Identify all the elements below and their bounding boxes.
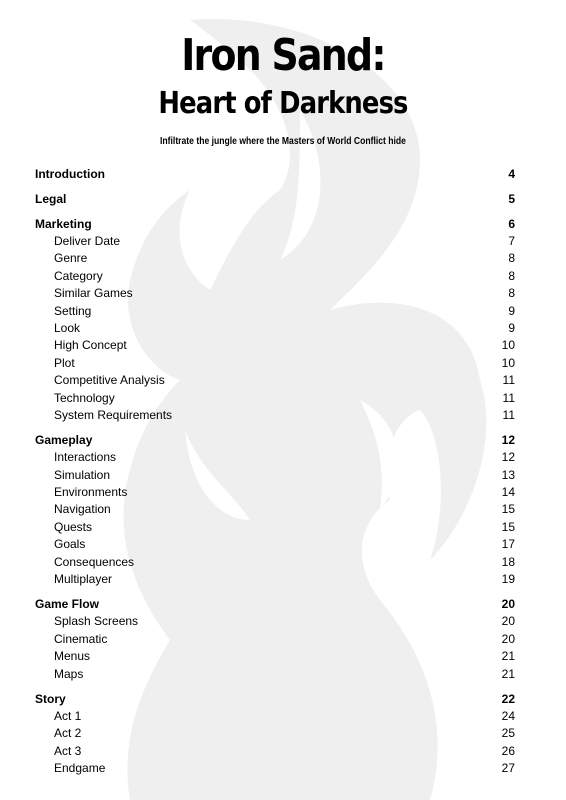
toc-subentry-title: Plot [54,355,75,370]
toc-entry-sub[interactable] [35,536,515,553]
toc-entry-sub[interactable] [35,743,515,760]
toc-subentry-page: 7 [508,234,515,248]
toc-entry-sub[interactable] [35,571,515,588]
toc-subentry-title: Quests [54,519,93,534]
toc-entry-sub[interactable] [35,355,515,372]
toc-entry-sub[interactable] [35,613,515,630]
toc-entry-sub[interactable] [35,631,515,648]
toc-entry-main[interactable] [35,190,515,208]
toc-subentry-page: 14 [501,485,515,500]
toc-entry-sub[interactable] [35,449,515,466]
toc-entry-main[interactable] [35,431,515,449]
toc-entry-sub[interactable] [35,337,515,354]
toc-subentry-title: Multiplayer [54,572,113,587]
toc-subentry-page: 9 [508,320,515,335]
toc-subentry-title: Simulation [54,467,111,482]
toc-subentry-title: Setting [54,303,92,318]
toc-subentry-title: High Concept [54,338,127,353]
toc-subentry-title: Genre [54,251,88,266]
toc-entry-sub[interactable] [35,708,515,725]
toc-subentry-page: 17 [501,537,515,552]
toc-entry-page: 12 [501,433,515,448]
toc-entry-title: Introduction [35,167,105,181]
toc-subentry-title: Look [54,320,81,335]
toc-entry-sub[interactable] [35,484,515,501]
toc-subentry-page: 20 [501,631,515,646]
toc-subentry-page: 11 [502,373,515,388]
toc-subentry-page: 18 [501,554,515,569]
toc-section [35,595,515,683]
toc-subentry-page: 26 [501,743,515,758]
toc-entry-sub[interactable] [35,501,515,518]
toc-entry-page: 5 [508,192,515,206]
toc-entry-title: Marketing [35,217,92,231]
toc-subentry-title: System Requirements [54,407,173,422]
toc-entry-sub[interactable] [35,303,515,320]
toc-entry-sub[interactable] [35,372,515,389]
toc-entry-title: Story [35,691,66,706]
toc-subentry-page: 21 [501,649,515,664]
toc-subentry-page: 9 [508,303,515,318]
toc-entry-sub[interactable] [35,320,515,337]
toc-entry-sub[interactable] [35,666,515,683]
toc-subentry-title: Technology [54,390,115,405]
toc-subentry-page: 11 [502,390,515,405]
toc-subentry-title: Category [54,268,103,283]
toc-entry-sub[interactable] [35,648,515,665]
toc-subentry-page: 13 [501,467,515,482]
toc-entry-sub[interactable] [35,554,515,571]
toc-subentry-title: Act 1 [54,708,82,723]
toc-subentry-title: Endgame [54,761,106,776]
toc-subentry-title: Menus [54,649,91,664]
toc-entry-main[interactable] [35,165,515,183]
toc-entry-page: 20 [501,597,515,612]
table-of-contents [35,165,515,785]
toc-entry-sub[interactable] [35,268,515,285]
toc-entry-sub[interactable] [35,233,515,250]
toc-entry-sub[interactable] [35,407,515,424]
toc-subentry-page: 12 [501,450,515,465]
toc-section [35,215,515,424]
toc-subentry-title: Goals [54,537,86,552]
toc-entry-page: 22 [501,691,515,706]
toc-subentry-page: 10 [501,338,515,353]
toc-entry-title: Game Flow [35,597,100,612]
toc-entry-title: Gameplay [35,433,93,448]
toc-entry-sub[interactable] [35,519,515,536]
toc-section [35,165,515,183]
toc-subentry-page: 8 [508,286,515,301]
toc-subentry-title: Interactions [54,450,117,465]
toc-subentry-title: Deliver Date [54,234,121,248]
toc-subentry-page: 19 [501,572,515,587]
document-title: Iron Sand: [181,30,385,81]
toc-subentry-title: Act 2 [54,726,82,741]
toc-subentry-page: 24 [501,708,515,723]
toc-entry-main[interactable] [35,595,515,613]
toc-entry-page: 6 [508,217,515,231]
toc-entry-main[interactable] [35,690,515,708]
toc-section [35,190,515,208]
toc-subentry-page: 15 [501,519,515,534]
toc-subentry-page: 25 [501,726,515,741]
toc-subentry-title: Cinematic [54,631,108,646]
toc-subentry-title: Consequences [54,554,135,569]
toc-entry-page: 4 [508,167,515,181]
toc-entry-sub[interactable] [35,285,515,302]
toc-subentry-title: Competitive Analysis [54,373,165,388]
toc-entry-sub[interactable] [35,760,515,777]
toc-entry-main[interactable] [35,215,515,233]
toc-subentry-page: 8 [508,251,515,266]
document-tagline: Infiltrate the jungle where the Masters of World Conflict hide [160,136,406,147]
toc-entry-sub[interactable] [35,467,515,484]
toc-subentry-title: Similar Games [54,286,133,301]
toc-subentry-page: 20 [501,614,515,629]
toc-section [35,690,515,778]
toc-subentry-title: Maps [54,666,84,681]
toc-subentry-title: Navigation [54,502,111,517]
document-subtitle: Heart of Darkness [158,86,408,121]
toc-subentry-page: 8 [508,268,515,283]
toc-subentry-page: 21 [501,666,515,681]
toc-subentry-title: Splash Screens [54,614,139,629]
toc-subentry-title: Environments [54,485,128,500]
toc-subentry-title: Act 3 [54,743,82,758]
toc-subentry-page: 27 [501,761,515,776]
toc-entry-sub[interactable] [35,250,515,267]
toc-section [35,431,515,588]
toc-subentry-page: 10 [501,355,515,370]
toc-entry-title: Legal [35,192,67,206]
toc-subentry-page: 11 [502,407,515,422]
toc-entry-sub[interactable] [35,725,515,742]
toc-entry-sub[interactable] [35,390,515,407]
toc-subentry-page: 15 [501,502,515,517]
